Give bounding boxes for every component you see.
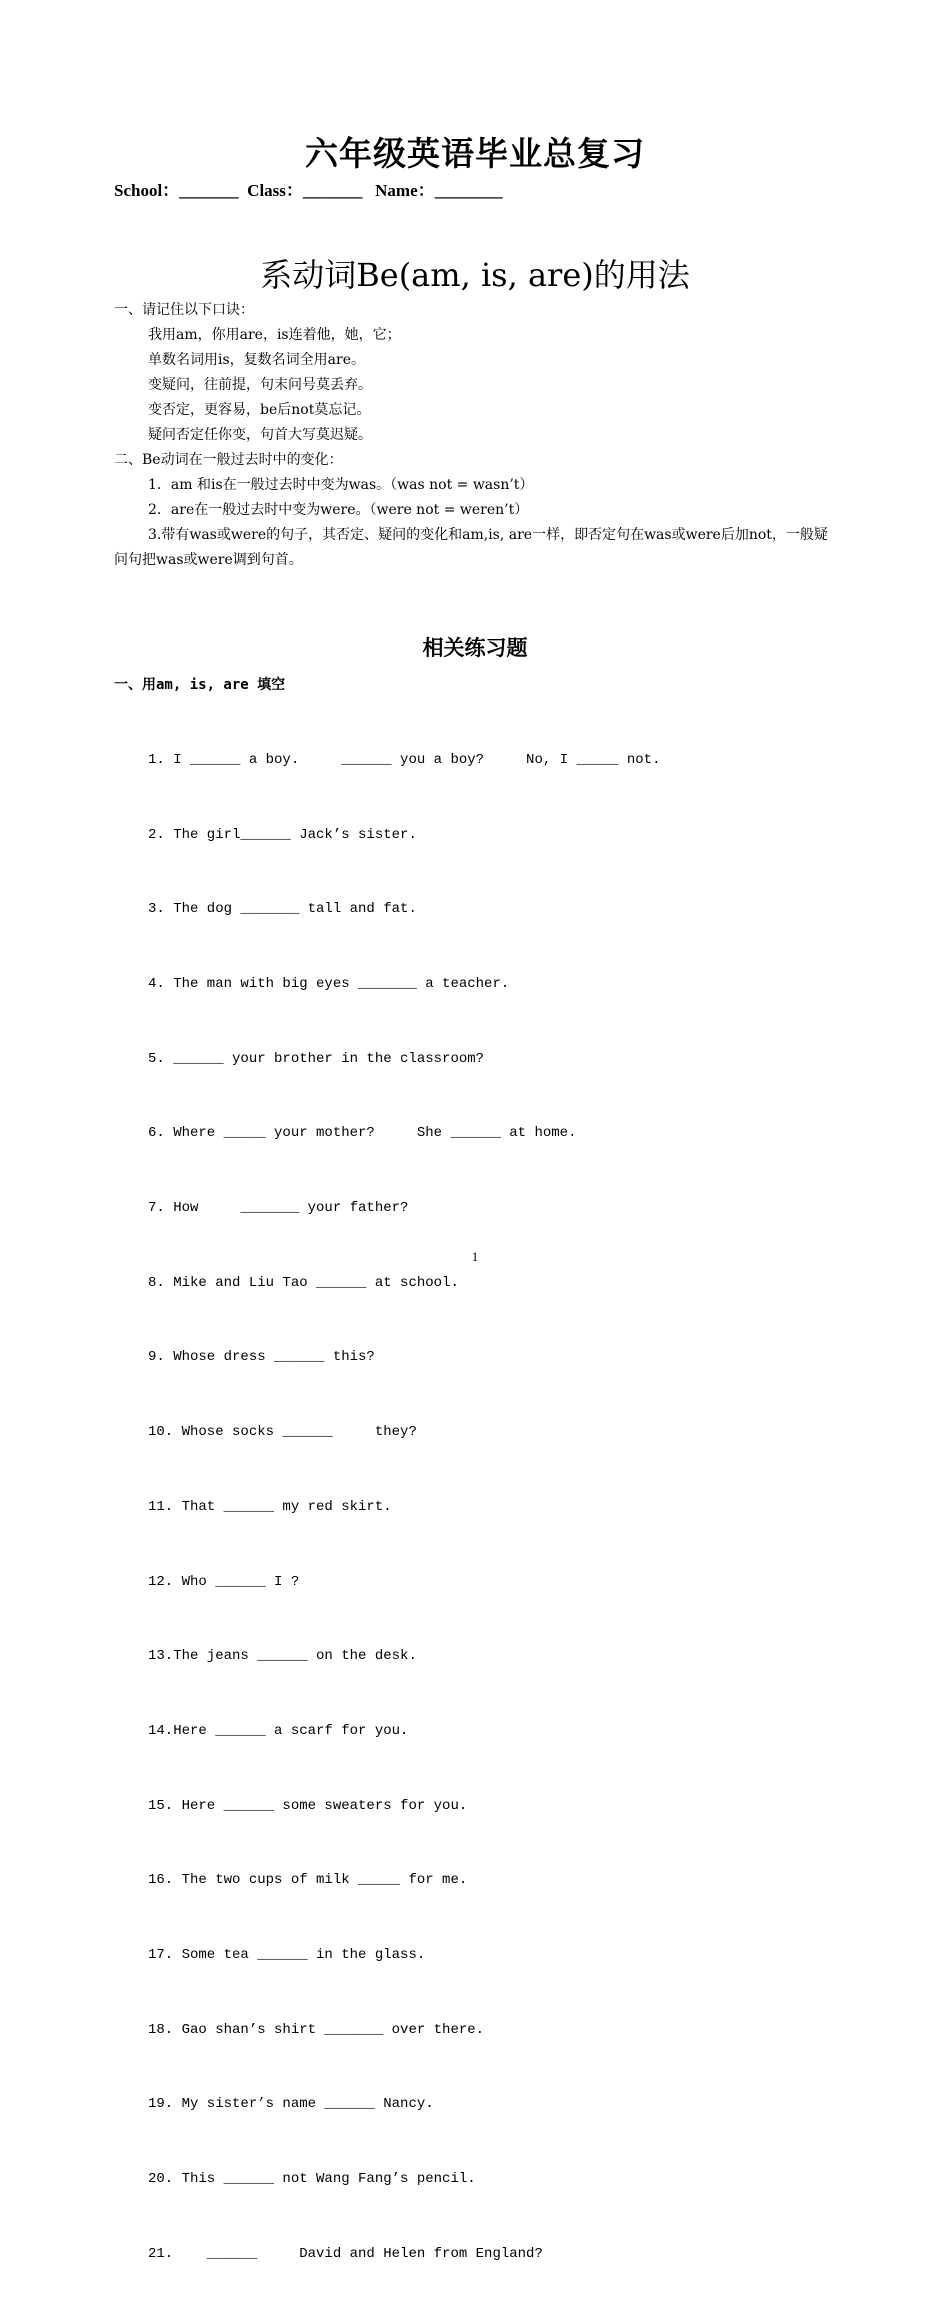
exercise-item: 14.Here ______ a scarf for you. [148,1722,409,1739]
exercise-item: 19. My sister’s name ______ Nancy. [148,2096,434,2113]
exercise-item: 8. Mike and Liu Tao ______ at school. [148,1274,459,1291]
page-number: 1 [471,1249,479,1264]
rule-heading-1: 一、请记住以下口诀： [114,302,254,318]
exercise-heading: 一、用am, is, are 填空 [114,677,286,693]
page-title: 六年级英语毕业总复习 [305,134,645,173]
exercise-item: 21. ______ David and Helen from England? [148,2245,543,2262]
exercise-list [148,698,660,2317]
exercise-title: 相关练习题 [422,635,528,660]
exercise-item: 2. The girl______ Jack’s sister. [148,826,417,843]
exercise-item: 1. I ______ a boy. ______ you a boy? No, I _____ not. [148,751,661,768]
exercise-item: 3. The dog _______ tall and fat. [148,901,417,918]
rule-paragraph: 3.带有was或were的句子，其否定、疑问的变化和am,is, are一样，即否定句在was或were后加not，一般疑问句把was或were调到句首。 [114,527,828,568]
exercise-item: 16. The two cups of milk _____ for me. [148,1872,468,1889]
rule-line: 2．are在一般过去时中变为were。（were not = weren’t） [148,502,529,518]
rule-line: 1．am 和is在一般过去时中变为was。（was not = wasn’t） [148,477,534,493]
exercise-item: 5. ______ your brother in the classroom? [148,1050,485,1067]
exercise-item: 17. Some tea ______ in the glass. [148,1947,426,1964]
rule-line: 单数名词用is，复数名词全用are。 [148,352,365,368]
exercise-item: 15. Here ______ some sweaters for you. [148,1797,468,1814]
rule-line: 变否定，更容易，be后not莫忘记。 [148,402,371,418]
rule-line: 我用am，你用are，is连着他，她，它； [148,327,401,343]
exercise-item: 18. Gao shan’s shirt _______ over there. [148,2021,485,2038]
exercise-item: 9. Whose dress ______ this? [148,1349,375,1366]
rule-heading-2: 二、Be动词在一般过去时中的变化： [114,452,343,468]
rule-line: 疑问否定任你变，句首大写莫迟疑。 [148,427,372,443]
exercise-item: 13.The jeans ______ on the desk. [148,1648,417,1665]
rule-line: 变疑问，往前提，句末问号莫丢弃。 [148,377,372,393]
exercise-item: 20. This ______ not Wang Fang’s pencil. [148,2171,476,2188]
exercise-item: 12. Who ______ I ? [148,1573,300,1590]
section-subtitle: 系动词Be(am, is, are)的用法 [260,256,690,294]
exercise-item: 7. How _______ your father? [148,1200,409,1217]
exercise-item: 11. That ______ my red skirt. [148,1498,392,1515]
exercise-item: 6. Where _____ your mother? She ______ at home. [148,1125,577,1142]
student-info-line: School：_______ Class：_______ Name：________ [114,181,503,200]
exercise-item: 4. The man with big eyes _______ a teacher. [148,975,510,992]
exercise-item: 10. Whose socks ______ they? [148,1424,417,1441]
